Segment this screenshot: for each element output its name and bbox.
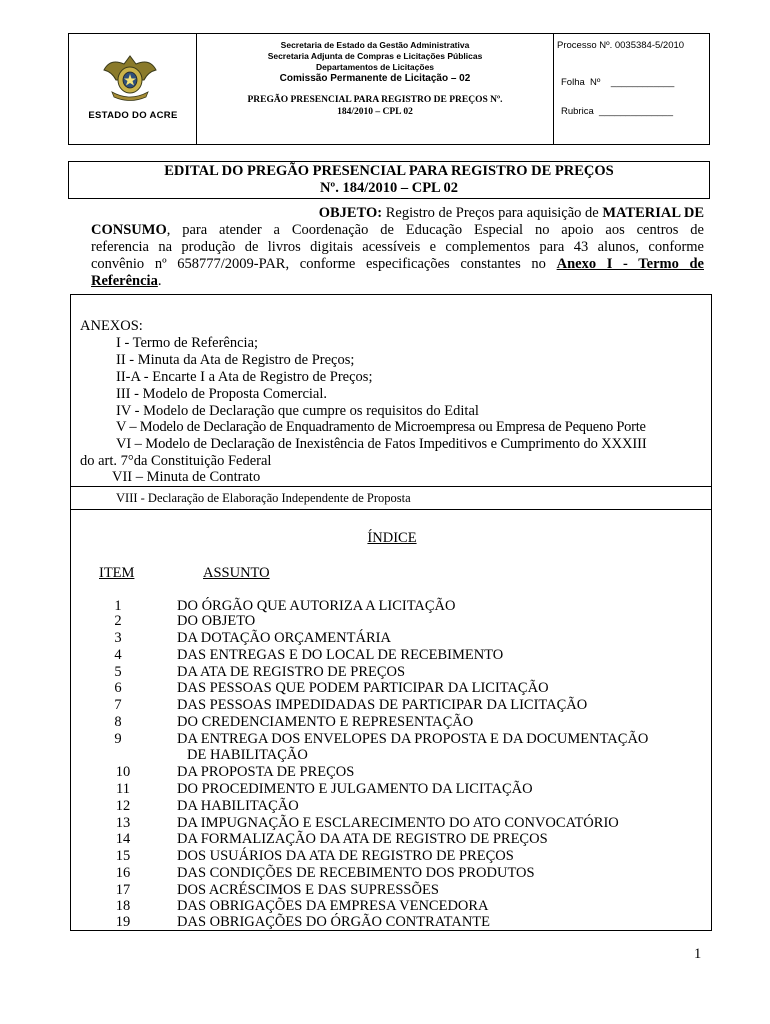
item-subject: DA HABILITAÇÃO — [177, 798, 299, 814]
objeto-text-2: , para atender a Coordenação de Educação Especial no apoio aos centros de — [166, 222, 704, 238]
item-subject: DOS ACRÉSCIMOS E DAS SUPRESSÕES — [177, 882, 439, 898]
objeto-line-2 — [91, 222, 704, 239]
objeto-line-3: referencia na produção de livros digitais acessíveis e complementos para 43 alunos, conforme — [91, 239, 704, 255]
item-number: 18 — [115, 898, 131, 914]
item-number: 11 — [116, 781, 130, 797]
item-number: 14 — [115, 831, 131, 847]
item-number: 9 — [114, 731, 122, 747]
edital-title-line2: Nº. 184/2010 – CPL 02 — [319, 180, 459, 196]
item-subject: DE HABILITAÇÃO — [187, 747, 308, 763]
item-subject: DA IMPUGNAÇÃO E ESCLARECIMENTO DO ATO CONVOCATÓRIO — [177, 815, 619, 831]
anexo-item: IV - Modelo de Declaração que cumpre os requisitos do Edital — [116, 403, 479, 419]
anexo-item: II-A - Encarte I a Ata de Registro de Preços; — [116, 369, 373, 385]
item-number: 5 — [114, 664, 122, 680]
item-number: 8 — [114, 714, 122, 730]
anexo-item-viii: VIII - Declaração de Elaboração Independente de Proposta — [116, 491, 411, 505]
objeto-bold-1: MATERIAL DE — [602, 205, 704, 221]
item-number: 10 — [115, 764, 131, 780]
anexo-item: I - Termo de Referência; — [116, 335, 259, 351]
header-divider-2 — [553, 33, 554, 145]
pregao-line1: PREGÃO PRESENCIAL PARA REGISTRO DE PREÇOS Nº. — [247, 95, 503, 105]
state-label: ESTADO DO ACRE — [88, 110, 178, 121]
anexo-item: VI – Modelo de Declaração de Inexistência de Fatos Impeditivos e Cumprimento do XXXIII — [116, 436, 647, 452]
anexo-item: V – Modelo de Declaração de Enquadramento de Microempresa ou Empresa de Pequeno Porte — [116, 419, 646, 435]
item-number: 12 — [115, 798, 131, 814]
referencia-link[interactable]: Referência — [91, 273, 158, 289]
item-number: 19 — [115, 914, 131, 930]
comissao-text: Comissão Permanente de Licitação – 02 — [279, 73, 471, 84]
item-number: 3 — [114, 630, 122, 646]
item-number: 16 — [115, 865, 131, 881]
item-subject: DA ENTREGA DOS ENVELOPES DA PROPOSTA E DA DOCUMENTAÇÃO — [177, 731, 649, 747]
anexos-title: ANEXOS: — [80, 318, 143, 334]
viii-divider-top — [70, 486, 712, 487]
item-subject: DAS OBRIGAÇÕES DA EMPRESA VENCEDORA — [177, 898, 489, 914]
item-subject: DA FORMALIZAÇÃO DA ATA DE REGISTRO DE PREÇOS — [177, 831, 548, 847]
objeto-line-5 — [91, 273, 704, 290]
page-number: 1 — [694, 946, 702, 962]
item-subject: DA DOTAÇÃO ORÇAMENTÁRIA — [177, 630, 391, 646]
pregao-line2: 184/2010 – CPL 02 — [337, 107, 413, 117]
edital-title-line1: EDITAL DO PREGÃO PRESENCIAL PARA REGISTRO DE PREÇOS — [164, 163, 614, 179]
coat-of-arms-icon — [100, 52, 160, 104]
objeto-label: OBJETO: — [318, 205, 383, 221]
item-number: 17 — [115, 882, 131, 898]
item-subject: DAS OBRIGAÇÕES DO ÓRGÃO CONTRATANTE — [177, 914, 491, 930]
objeto-paragraph — [91, 205, 704, 290]
anexo-item: III - Modelo de Proposta Comercial. — [116, 386, 328, 402]
item-subject: DO OBJETO — [177, 613, 256, 629]
item-subject: DO PROCEDIMENTO E JULGAMENTO DA LICITAÇÃO — [177, 781, 533, 797]
item-subject: DOS USUÁRIOS DA ATA DE REGISTRO DE PREÇOS — [177, 848, 514, 864]
indice-col-assunto: ASSUNTO — [203, 565, 270, 581]
item-subject: DO ÓRGÃO QUE AUTORIZA A LICITAÇÃO — [177, 598, 456, 614]
item-number: 15 — [115, 848, 131, 864]
item-number: 1 — [114, 598, 122, 614]
anexo-reference-link[interactable]: Anexo I - Termo de — [556, 256, 704, 272]
item-number: 2 — [114, 613, 122, 629]
item-subject: DAS PESSOAS QUE PODEM PARTICIPAR DA LICITAÇÃO — [177, 680, 549, 696]
item-number: 13 — [115, 815, 131, 831]
item-subject: DA PROPOSTA DE PREÇOS — [177, 764, 355, 780]
objeto-bold-2: CONSUMO — [91, 222, 167, 238]
departamento-text: Departamentos de Licitações — [315, 62, 435, 72]
rubrica-field: Rubrica ______________ — [561, 106, 673, 117]
viii-divider-bottom — [70, 509, 712, 510]
item-subject: DO CREDENCIAMENTO E REPRESENTAÇÃO — [177, 714, 474, 730]
processo-text: Processo Nº. 0035384-5/2010 — [557, 40, 685, 51]
item-subject: DA ATA DE REGISTRO DE PREÇOS — [177, 664, 406, 680]
folha-field: Folha Nº ____________ — [561, 77, 675, 88]
indice-title: ÍNDICE — [367, 530, 417, 546]
anexo-item: VII – Minuta de Contrato — [112, 469, 261, 485]
item-number: 6 — [114, 680, 122, 696]
item-number: 7 — [114, 697, 122, 713]
secretaria-text: Secretaria de Estado da Gestão Administrativa — [280, 40, 470, 50]
secretaria-adjunta-text: Secretaria Adjunta de Compras e Licitações Públicas — [267, 51, 483, 61]
item-subject: DAS ENTREGAS E DO LOCAL DE RECEBIMENTO — [177, 647, 504, 663]
item-subject: DAS CONDIÇÕES DE RECEBIMENTO DOS PRODUTOS — [177, 865, 535, 881]
item-subject: DAS PESSOAS IMPEDIDADAS DE PARTICIPAR DA LICITAÇÃO — [177, 697, 588, 713]
item-number: 4 — [114, 647, 122, 663]
anexo-item-continuation: do art. 7°da Constituição Federal — [80, 453, 272, 469]
objeto-line-4 — [91, 256, 704, 273]
anexo-item: II - Minuta da Ata de Registro de Preços; — [116, 352, 355, 368]
objeto-line-1 — [91, 205, 704, 222]
objeto-text-4: convênio nº 658777/2009-PAR, conforme especificações constantes no — [91, 256, 557, 272]
objeto-period: . — [157, 273, 162, 289]
indice-col-item: ITEM — [99, 565, 135, 581]
objeto-text-1: Registro de Preços para aquisição de — [382, 205, 603, 221]
